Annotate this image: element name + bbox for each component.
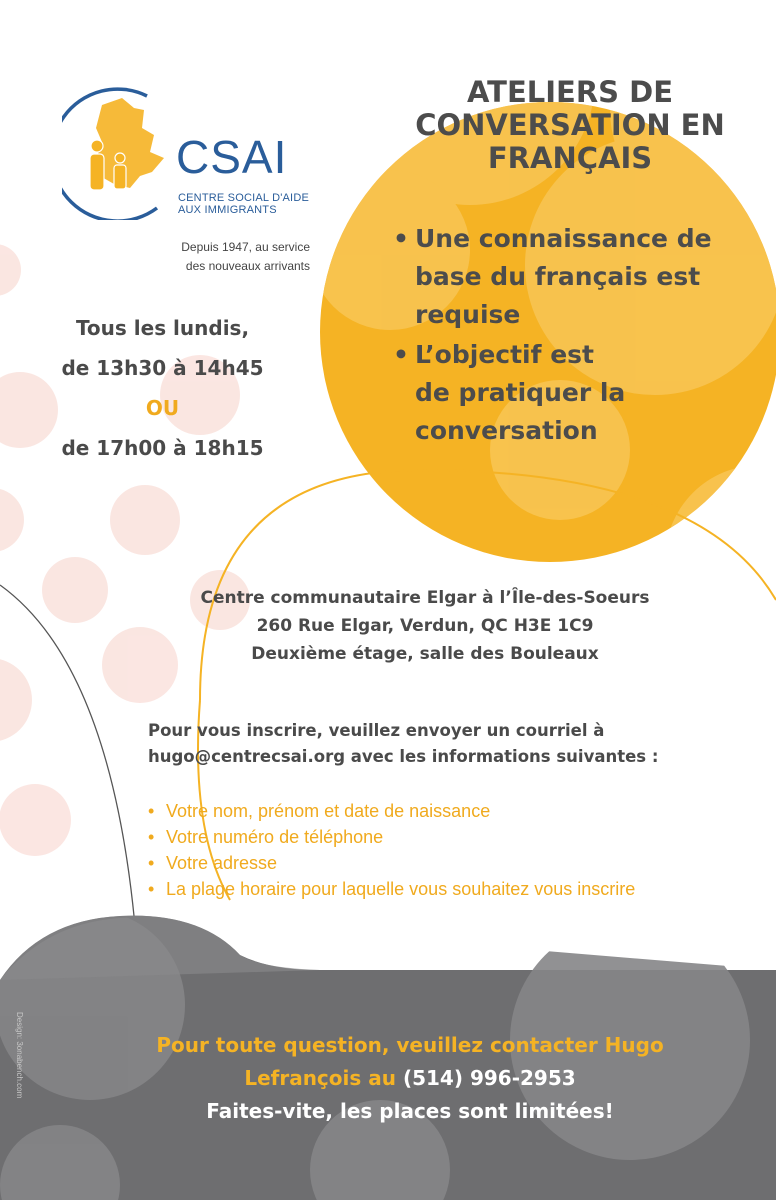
requirement-line: Une connaissance de xyxy=(415,224,712,253)
footer-contact-prefix: Lefrançois au xyxy=(244,1066,403,1090)
schedule-time-1: de 13h30 à 14h45 xyxy=(61,356,264,380)
tagline-line1: Depuis 1947, au service xyxy=(181,240,310,254)
phone-number: (514) 996-2953 xyxy=(402,1066,576,1090)
footer-contact-line1: Pour toute question, veuillez contacter Hugo xyxy=(156,1033,664,1057)
registration-list xyxy=(148,798,758,902)
footer-contact-line2 xyxy=(60,1066,760,1090)
requirement-line: L’objectif est xyxy=(415,340,594,369)
requirement-line: base du français est xyxy=(415,262,701,291)
list-item: • Votre adresse xyxy=(148,853,278,873)
schedule-time-2: de 17h00 à 18h15 xyxy=(61,436,264,460)
tagline-line2: des nouveaux arrivants xyxy=(185,259,310,273)
headline-line1: ATELIERS DE xyxy=(466,75,674,109)
logo-subtitle-line2: AUX IMMIGRANTS xyxy=(178,204,277,216)
registration-intro-line2: hugo@centrecsai.org avec les informations suivantes : xyxy=(148,747,659,766)
address-room: Deuxième étage, salle des Bouleaux xyxy=(251,644,599,664)
family-quebec-map-icon xyxy=(62,80,172,220)
bullet: • xyxy=(393,340,409,369)
logo-subtitle-line1: CENTRE SOCIAL D'AIDE xyxy=(178,192,309,204)
list-item: • La plage horaire pour laquelle vous souhaitez vous inscrire xyxy=(148,879,636,899)
address-venue: Centre communautaire Elgar à l’Île-des-Soeurs xyxy=(200,588,650,608)
headline-line3: FRANÇAIS xyxy=(487,141,653,175)
address-street: 260 Rue Elgar, Verdun, QC H3E 1C9 xyxy=(256,616,594,636)
registration-intro-line1: Pour vous inscrire, veuillez envoyer un courriel à xyxy=(148,721,605,740)
requirement-item xyxy=(393,220,743,334)
logo-name: CSAI xyxy=(176,131,288,183)
list-item: • Votre numéro de téléphone xyxy=(148,827,384,847)
requirement-line: conversation xyxy=(415,416,598,445)
schedule-or: OU xyxy=(145,396,180,420)
headline-line2: CONVERSATION EN xyxy=(415,108,725,142)
design-credit: Design: 3onabench.com xyxy=(15,1012,24,1099)
footer-closing: Faites-vite, les places sont limitées! xyxy=(206,1099,614,1123)
requirement-line: de pratiquer la xyxy=(415,378,626,407)
requirement-line: requise xyxy=(415,300,521,329)
schedule-day: Tous les lundis, xyxy=(75,316,250,340)
bullet: • xyxy=(393,224,409,253)
list-item: • Votre nom, prénom et date de naissance xyxy=(148,801,491,821)
requirement-item xyxy=(393,336,743,450)
